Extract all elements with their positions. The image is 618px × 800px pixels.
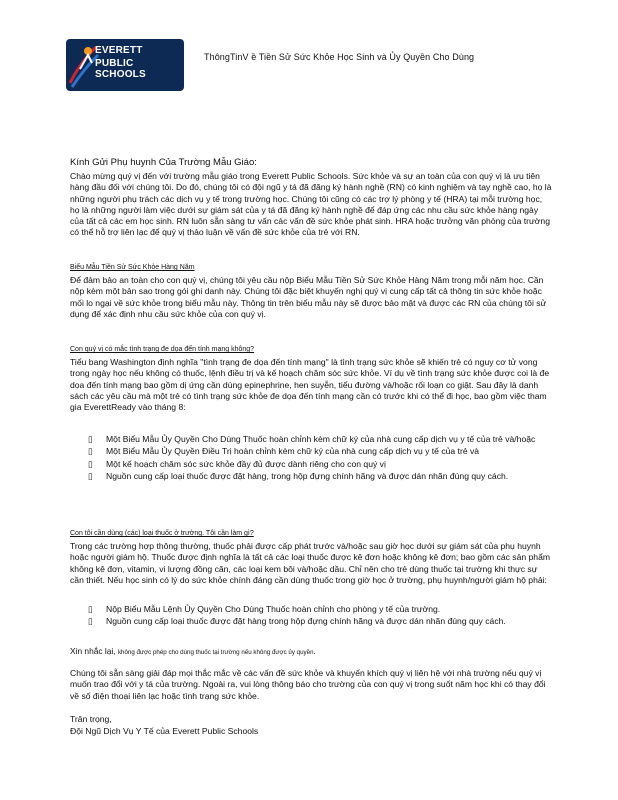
bullet-icon: ▯	[88, 470, 93, 481]
logo-text-line1: EVERETT	[95, 45, 143, 56]
bullet-icon: ▯	[88, 446, 93, 457]
bullet-icon: ▯	[88, 616, 93, 627]
signature: Đội Ngũ Dịch Vụ Y Tế của Everett Public Schools	[70, 726, 259, 736]
document-title: ThôngTinV ề Tiền Sử Sức Khỏe Học Sinh và Ủy Quyền Cho Dùng	[204, 52, 475, 62]
signoff: Trân trọng,	[70, 714, 112, 724]
district-logo	[66, 39, 184, 91]
reminder-tail: .	[313, 646, 316, 656]
bullet-icon: ▯	[88, 604, 93, 614]
health-history-paragraph: Để đảm bảo an toàn cho con quý vị, chúng tôi yêu cầu nộp Biểu Mẫu Tiền Sử Sức Khỏe Hàng Năm trong mỗi năm học. Cần nộp kèm một bản sao trong gói ghi danh này. Chúng tôi đặc biệt khuyến nghị quý vị cung cấp tất cả thông tin sức khỏe hoặc mối lo ngại về sức khỏe trong biểu mẫu này. Thông tin trên biểu mẫu này sẽ được bảo mật và được các RN của chúng tôi sử dụng để xác định nhu cầu sức khỏe của con quý vị.	[70, 275, 547, 319]
closing-paragraph: Chúng tôi sẵn sàng giải đáp mọi thắc mắc về các vấn đề sức khỏe và khuyến khích quý vị liên hệ với nhà trường nếu quý vị muốn trao đổi với y tá của trường. Ngoài ra, vui lòng thông báo cho trường của con quý vị trong suốt năm học khi có thay đổi về số điện thoại liên lạc hoặc tình trạng sức khỏe.	[70, 668, 546, 701]
list-item: ▯ Một Biểu Mẫu Ủy Quyền Điều Trị hoàn chỉnh kèm chữ ký của nhà cung cấp dịch vụ y tế của trẻ và	[88, 446, 480, 457]
list-item: ▯ Nguồn cung cấp loại thuốc được đặt hàng trong hộp đựng chính hãng và được dán nhãn đúng quy cách.	[88, 616, 506, 627]
reminder-lead: Xin nhắc lại,	[70, 646, 116, 656]
list-item: ▯ Một kế hoạch chăm sóc sức khỏe đầy đủ được dành riêng cho con quý vị	[88, 458, 386, 469]
list-item: ▯ Nộp Biểu Mẫu Lệnh Ủy Quyền Cho Dùng Thuốc hoàn chỉnh cho phòng y tế của trường.	[88, 604, 441, 614]
greeting: Kính Gửi Phụ huynh Của Trường Mẫu Giáo:	[70, 157, 257, 168]
life-threatening-paragraph: Tiểu bang Washington định nghĩa "tình trạng đe dọa đến tính mạng" là tình trạng sức khỏe sẽ khiến trẻ có nguy cơ tử vong trong ngày học nếu không có thuốc, lệnh điều trị và kế hoạch chăm sóc sức khỏe. Ví dụ về tình trạng sức khỏe được coi là đe dọa đến tính mạng bao gồm dị ứng cần dùng epinephrine, hen suyễn, tiểu đường và/hoặc rối loạn co giật. Sau đây là danh sách các yêu cầu mà một trẻ có tình trạng sức khỏe đe dọa đến tính mạng cần có trước khi có thể đi học, bao gồm việc tham gia EverettReady vào tháng 8:	[70, 357, 550, 413]
section-heading-life-threatening: Con quý vị có mắc tình trạng đe dọa đến tính mạng không?	[70, 346, 255, 353]
list-item: ▯ Nguồn cung cấp loại thuốc được đặt hàng, trong hộp đựng chính hãng và được dán nhãn đúng quy cách.	[88, 470, 509, 481]
list-item: ▯ Một Biểu Mẫu Ủy Quyền Cho Dùng Thuốc hoàn chỉnh kèm chữ ký của nhà cung cấp dịch vụ y tế của trẻ và/hoặc	[88, 434, 536, 444]
logo-text-line2: PUBLIC SCHOOLS	[95, 58, 146, 80]
bullet-icon: ▯	[88, 458, 93, 469]
life-threatening-requirements-list	[88, 434, 538, 483]
section-heading-health-history: Biểu Mẫu Tiền Sử Sức Khỏe Hàng Năm	[70, 264, 195, 271]
section-heading-medication: Con tôi cần dùng (các) loại thuốc ở trường. Tôi cần làm gì?	[70, 530, 254, 537]
medication-paragraph: Trong các trường hợp thông thường, thuốc phải được cấp phát trước và/hoặc sau giờ học dưới sự giám sát của phụ huynh hoặc người giám hộ. Thuốc được định nghĩa là tất cả các loại thuốc được kê đơn hoặc không kê đơn; bao gồm các sản phẩm không kê đơn, vitamin, vi lượng đồng căn, các loại kem bôi và/hoặc dầu. Chỉ nên cho trẻ dùng thuốc tại trường khi thực sự cần thiết. Nếu học sinh có lý do sức khỏe chính đáng cần dùng thuốc trong giờ học ở trường, phụ huynh/người giám hộ phải:	[70, 541, 551, 585]
medication-requirements-list	[88, 604, 538, 629]
intro-paragraph: Chào mừng quý vị đến với trường mẫu giáo trong Everett Public Schools. Sức khỏe và sự an toàn của con quý vị là ưu tiên hàng đầu đối với chúng tôi. Do đó, chúng tôi có đội ngũ y tá đã đăng ký hành nghề (RN) có kinh nghiệm và tay nghề cao, họ là những người phụ trách các dịch vụ y tế trong trường học. Chúng tôi cũng có các trợ lý phòng y tế (HRA) tại mỗi trường học, họ là những người làm việc dưới sự giám sát của y tá đã đăng ký hành nghề để đáp ứng các nhu cầu sức khỏe hàng ngày của tất cả các em học sinh. RN luôn sẵn sàng tư vấn các vấn đề sức khỏe phát sinh. HRA hoặc trưởng văn phòng của trường có thể hỗ trợ liên lạc để quý vị thảo luận về vấn đề sức khỏe của trẻ với RN.	[70, 171, 552, 238]
bullet-icon: ▯	[88, 434, 93, 444]
reminder-emphasis: không được phép cho dùng thuốc tại trường nếu không được ủy quyền	[117, 649, 314, 656]
medication-reminder	[70, 646, 316, 656]
